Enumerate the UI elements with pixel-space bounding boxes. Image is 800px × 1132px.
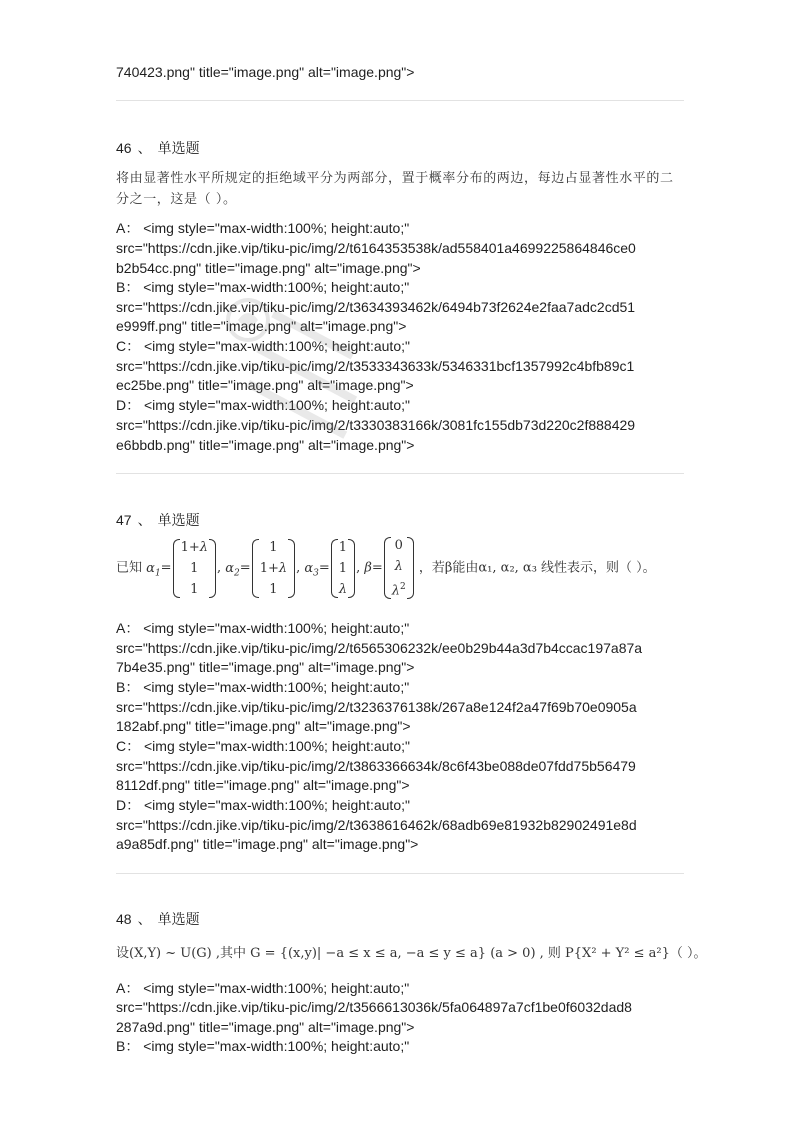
- question-header-46: [116, 138, 200, 158]
- divider: [116, 873, 684, 874]
- option-line: 7b4e35.png" title="image.png" alt="image.png">: [116, 659, 415, 675]
- option-line: 8112df.png" title="image.png" alt="image.png">: [116, 777, 410, 793]
- option-line: A： <img style="max-width:100%; height:auto;": [116, 620, 410, 636]
- option-line: src="https://cdn.jike.vip/tiku-pic/img/2/t3533343633k/5346331bcf1357992c4bfb89c1: [116, 358, 635, 374]
- option-line: 287a9d.png" title="image.png" alt="image.png">: [116, 1019, 415, 1035]
- option-line: a9a85df.png" title="image.png" alt="image.png">: [116, 836, 419, 852]
- question-number: 47: [116, 512, 132, 528]
- option-line: C： <img style="max-width:100%; height:auto;": [116, 738, 410, 754]
- option-line: src="https://cdn.jike.vip/tiku-pic/img/2/t3566613036k/5fa064897a7cf1be0f6032dad8: [116, 999, 632, 1015]
- option-line: src="https://cdn.jike.vip/tiku-pic/img/2/t3863366634k/8c6f43be088de07fdd75b56479: [116, 758, 636, 774]
- question-type: 单选题: [157, 911, 200, 927]
- stem-line: 将由显著性水平所规定的拒绝域平分为两部分，置于概率分布的两边，每边占显著性水平的二: [116, 171, 674, 186]
- question-separator: 、: [137, 911, 152, 927]
- option-line: src="https://cdn.jike.vip/tiku-pic/img/2/t6164353538k/ad558401a4699225864846ce0: [116, 240, 636, 256]
- option-line: B： <img style="max-width:100%; height:auto;": [116, 279, 410, 295]
- matrix-alpha1: 1+λ 1 1: [172, 537, 217, 600]
- question-stem-image-46: [116, 168, 686, 210]
- question-stem-image-48: 设(X,Y) ~ U(G) ,其中 G = {(x,y)| −a ≤ x ≤ a, −a ≤ y ≤ a} (a > 0) , 则 P{X² + Y² ≤ a²}（ ）。: [116, 946, 707, 961]
- divider: [116, 100, 684, 101]
- option-line: D： <img style="max-width:100%; height:auto;": [116, 797, 410, 813]
- question-stem-image-47: 已知 $\alpha_1=$ 1+λ 1 1 , $\alpha_2=$ 1 1+λ 1 , $\alpha_3=$ 1 1 λ , β= 0 λ $\lambda^2$ ，若β能由α₁, α₂, α₃ 线性表示，则（ ）。: [116, 535, 696, 607]
- option-line: src="https://cdn.jike.vip/tiku-pic/img/2/t3638616462k/68adb69e81932b82902491e8d: [116, 817, 637, 833]
- question-header-48: [116, 909, 200, 929]
- option-line: b2b54cc.png" title="image.png" alt="image.png">: [116, 260, 421, 276]
- continued-text: 740423.png" title="image.png" alt="image.png">: [116, 64, 415, 80]
- question-type: 单选题: [157, 140, 200, 156]
- option-line: B： <img style="max-width:100%; height:auto;": [116, 1038, 410, 1054]
- matrix-beta: 0 λ $\lambda^2$: [383, 535, 415, 601]
- stem-prefix: 已知: [116, 560, 143, 576]
- option-line: 182abf.png" title="image.png" alt="image.png">: [116, 718, 411, 734]
- option-line: ec25be.png" title="image.png" alt="image.png">: [116, 377, 414, 393]
- option-line: D： <img style="max-width:100%; height:auto;": [116, 397, 410, 413]
- question-separator: 、: [137, 140, 152, 156]
- question-header-47: [116, 510, 200, 530]
- option-line: A： <img style="max-width:100%; height:auto;": [116, 980, 410, 996]
- watermark: [220, 290, 390, 440]
- option-line: src="https://cdn.jike.vip/tiku-pic/img/2/t3330383166k/3081fc155db73d220c2f888429: [116, 417, 636, 433]
- question-number: 46: [116, 140, 132, 156]
- option-line: A： <img style="max-width:100%; height:auto;": [116, 220, 410, 236]
- option-line: src="https://cdn.jike.vip/tiku-pic/img/2/t6565306232k/ee0b29b44a3d7b4ccac197a87a: [116, 640, 643, 656]
- option-line: B： <img style="max-width:100%; height:auto;": [116, 679, 410, 695]
- option-line: src="https://cdn.jike.vip/tiku-pic/img/2/t3236376138k/267a8e124f2a47f69b70e0905a: [116, 699, 637, 715]
- option-line: C： <img style="max-width:100%; height:auto;": [116, 338, 410, 354]
- question-separator: 、: [137, 512, 152, 528]
- stem-line: 分之一，这是（ ）。: [116, 192, 237, 207]
- matrix-alpha3: 1 1 λ: [330, 537, 356, 600]
- divider: [116, 473, 684, 474]
- question-type: 单选题: [157, 512, 200, 528]
- option-line: e6bbdb.png" title="image.png" alt="image.png">: [116, 437, 415, 453]
- option-line: e999ff.png" title="image.png" alt="image.png">: [116, 318, 407, 334]
- stem-suffix: ，若β能由α₁, α₂, α₃ 线性表示，则（ ）。: [418, 560, 656, 576]
- matrix-alpha2: 1 1+λ 1: [251, 537, 296, 600]
- question-number: 48: [116, 911, 132, 927]
- option-line: src="https://cdn.jike.vip/tiku-pic/img/2/t3634393462k/6494b73f2624e2faa7adc2cd51: [116, 299, 636, 315]
